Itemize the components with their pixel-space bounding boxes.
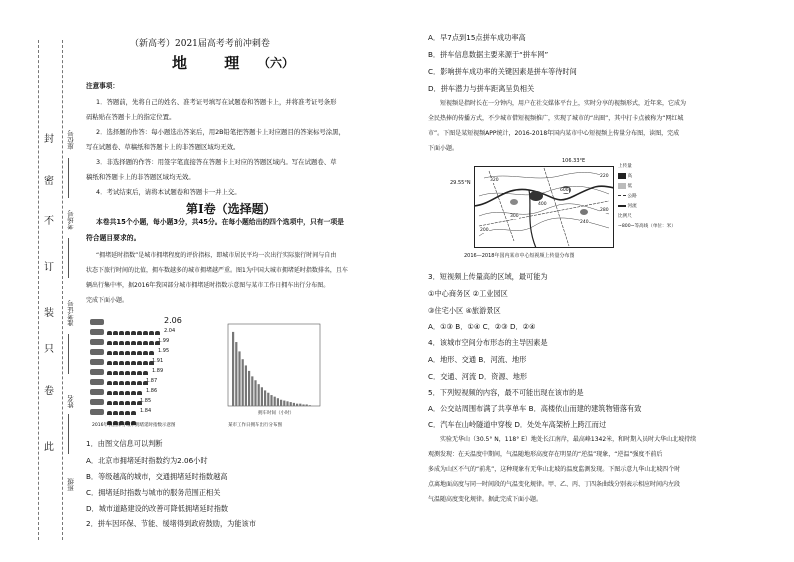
- distribution-bar: [267, 393, 269, 406]
- figure-congestion-index: [90, 318, 210, 430]
- distribution-chart: [216, 318, 324, 420]
- distribution-bar: [258, 384, 260, 406]
- distribution-bar: [302, 404, 304, 406]
- congestion-row: [90, 348, 210, 357]
- figure-video-upload-map: [450, 158, 676, 262]
- city-badge: [90, 369, 104, 375]
- distribution-bar: [299, 404, 301, 406]
- distribution-bar: [274, 397, 276, 406]
- question-2-option-c[interactable]: C．影响拼车成功率的关键因素是拼车等待时间: [428, 67, 577, 76]
- city-badge: [90, 319, 104, 325]
- congestion-row: [90, 408, 210, 417]
- distribution-bar: [283, 401, 285, 406]
- margin-blank: [68, 158, 69, 198]
- contour-label: 400: [538, 202, 547, 207]
- distribution-bar: [280, 400, 282, 406]
- distribution-bar: [238, 351, 240, 406]
- question-3-choices: ①中心商务区 ②工业园区: [428, 289, 508, 298]
- notice-line: 写在试题卷、草稿纸和答题卡上的非答题区域均无效。: [86, 143, 240, 151]
- margin-word: 卷: [44, 386, 54, 397]
- congestion-row: [90, 358, 210, 367]
- distribution-bar: [286, 401, 288, 406]
- question-5-options[interactable]: C．汽车在山岭隧道中穿梭 D．处处车高架桥上跨江而过: [428, 420, 607, 429]
- distribution-bar: [309, 405, 311, 406]
- congestion-value: 1.85: [140, 398, 152, 404]
- legend-high: 高: [618, 172, 670, 182]
- passage-line: 实验无华山（30.5° N，118° E）地处长江南岸，最高峰1342米，和时期入员时大华山北坡持续: [440, 436, 697, 443]
- congestion-value: 1.95: [158, 348, 170, 354]
- question-1-option-b[interactable]: B．等级越高的城市，交通拥堵延时指数越高: [86, 472, 228, 481]
- city-badge: [90, 399, 104, 405]
- legend-river: 河流: [618, 202, 670, 212]
- distribution-bar: [293, 403, 295, 406]
- map-latitude: 29.55°N: [450, 180, 471, 186]
- notice-heading: 注意事项：: [86, 82, 119, 90]
- question-2-option-d[interactable]: D．拼车潜力与拼车距离呈负相关: [428, 84, 535, 93]
- binding-line-outer: [38, 40, 39, 540]
- passage-line: 观测发现：在天温度中期间，气温随地形高度存在明显的“逆温”现象，“逆温”强度不前后: [428, 451, 663, 458]
- margin-label-name: 姓名: [67, 395, 75, 408]
- question-3-choices: ③住宅小区 ④旅游景区: [428, 306, 501, 315]
- distribution-bar: [306, 404, 308, 406]
- congestion-value: 1.91: [152, 358, 164, 364]
- distribution-bar: [296, 404, 298, 406]
- notice-line: 3．非选择题的作答：用签字笔直接答在答题卡上对应的答题区域内。写在试题卷、草: [96, 158, 337, 166]
- passage-line: 完成下面小题。: [86, 297, 129, 304]
- passage-line: 全民热捧的传播方式，不少城市借短视频推广，实现了城市的“出圈”，其中打卡点被称为“网红城: [428, 115, 684, 122]
- congestion-row: [90, 368, 210, 377]
- map-hotspot: [510, 199, 518, 205]
- question-2-option-a[interactable]: A．早7点到15点拼车成功率高: [428, 33, 526, 42]
- margin-blank: [68, 414, 69, 454]
- margin-label-room: 考场号: [67, 210, 75, 230]
- question-1-option-a[interactable]: A．北京市拥堵延时指数约为2.06小时: [86, 456, 208, 465]
- city-badge: [90, 349, 104, 355]
- city-badge: [90, 339, 104, 345]
- exam-series-title: （新高考）2021届高考考前冲刺卷: [130, 39, 270, 49]
- part1-title: 第Ⅰ卷（选择题）: [186, 202, 276, 216]
- notice-line: 码粘贴在答题卡上的指定位置。: [86, 113, 176, 121]
- map-hotspot: [580, 209, 588, 215]
- binding-line-inner: [62, 40, 63, 540]
- passage-line: 下面小题。: [428, 145, 459, 152]
- question-2-option-b[interactable]: B．拼车信息数据主要来源于“拼车网”: [428, 50, 549, 59]
- legend-contour: ~800~等高线（单位：米）: [618, 224, 676, 229]
- congestion-row: [90, 388, 210, 397]
- question-2-stem: 2．拼车因环保、节能、缓堵得到政府鼓励，为能该市: [86, 519, 256, 528]
- distribution-bar: [277, 398, 279, 406]
- map-legend: [618, 162, 676, 232]
- distribution-bar: [261, 387, 263, 406]
- notice-line: 2．选择题的作答：每小题选出答案后，用2B铅笔把答题卡上对应题目的答案标号涂黑，: [96, 128, 345, 136]
- passage-line: 短视频是指时长在一分钟内，用户在社交媒体平台上，实时分享的视频形式，近年来，它成为: [440, 100, 687, 107]
- distribution-bar: [270, 395, 272, 406]
- notice-line: 4．考试结束后，请将本试题卷和答题卡一并上交。: [96, 188, 241, 196]
- margin-word: 封: [44, 134, 54, 145]
- contour-label: 200: [480, 228, 489, 233]
- contour-label: 280: [600, 208, 609, 213]
- margin-word: 只: [44, 344, 54, 355]
- legend-road: 公路: [618, 192, 670, 202]
- contour-label: 600: [560, 188, 569, 193]
- margin-word: 装: [44, 308, 54, 319]
- passage-line: 状态下旅行时间的比值，拥车数越多的城市拥堵越严重。图1为中国大城市拥堵延时指数排名，且车: [86, 267, 348, 274]
- distribution-bar: [264, 390, 266, 406]
- notice-line: 稿纸和答题卡上的非答题区域均无效。: [86, 173, 195, 181]
- margin-word: 订: [44, 262, 54, 273]
- distribution-bar: [248, 371, 250, 406]
- distribution-bar: [232, 332, 234, 406]
- congestion-value: 1.99: [158, 338, 170, 344]
- notice-line: 1．答题前，先将自己的姓名、准考证号填写在试题卷和答题卡上，并将准考证号条形: [96, 98, 337, 106]
- congestion-value: 2.04: [164, 328, 176, 334]
- city-badge: [90, 329, 104, 335]
- distribution-bar: [242, 359, 244, 406]
- question-4-options[interactable]: A．地形、交通 B．河流、地形: [428, 355, 527, 364]
- city-badge: [90, 389, 104, 395]
- question-1-option-d[interactable]: D．城市道路建设的改善可降低拥堵延时指数: [86, 504, 229, 513]
- passage-line: 气温随高度变化规律。据此完成下面小题。: [428, 496, 543, 503]
- congestion-value: 1.84: [140, 408, 152, 414]
- passage-line: 市”。下图是某短视频APP统计，2016-2018年国内某市中心短视频上传量分布图，读图，完成: [428, 130, 680, 137]
- legend-title: 上传量: [618, 164, 632, 169]
- distribution-bar: [254, 380, 256, 406]
- question-4-stem: 4．该城市空间分布形态的主导因素是: [428, 338, 548, 347]
- question-1-option-c[interactable]: C．拥堵延时指数与城市的服务范围正相关: [86, 488, 221, 497]
- congestion-row: [90, 338, 210, 347]
- notice-list: [86, 95, 416, 200]
- map-hotspot: [529, 191, 543, 201]
- congestion-value: 1.87: [146, 378, 158, 384]
- question-3-stem: 3．短视频上传量高的区域，最可能为: [428, 272, 548, 281]
- passage-short-video: [428, 96, 772, 156]
- city-badge: [90, 379, 104, 385]
- margin-label-seat: 座位号: [67, 130, 75, 150]
- figure-caption: 2016年我国部分城市拥堵延时指数示意图: [92, 423, 176, 428]
- exam-volume: （六）: [258, 56, 295, 70]
- contour-label: 300: [510, 214, 519, 219]
- passage-line: 多成为山区不气的“前兆”，这种现象有无华山北坡的温度监测发现。下图示意九华山北坡四个时: [428, 466, 681, 473]
- passage-temperature-inversion: [428, 432, 772, 507]
- contour-label: 320: [490, 178, 499, 183]
- passage-line: 辆出行集中率，据2016年我国部分城市拥堵延时指数示意图与某市工作日拥车出行分布图。: [86, 282, 330, 289]
- exam-subject-title: 地 理: [172, 54, 256, 72]
- distribution-bar: [235, 342, 237, 406]
- margin-label-class: 班级: [67, 478, 75, 491]
- passage-line: 点离地面高度与同一时间段的气温变化规律。甲、乙、丙、丁四条曲线分别表示相应时间内左段: [428, 481, 681, 488]
- congestion-row: [90, 328, 210, 337]
- passage-traffic: [86, 248, 416, 308]
- margin-blank: [68, 334, 69, 374]
- legend-scale: 比例尺: [618, 214, 632, 219]
- map-caption: 2016—2018年国内某市中心短视频上传量分布图: [464, 253, 575, 259]
- question-3-options[interactable]: A．①③ B．①④ C．②③ D．②④: [428, 322, 536, 331]
- distribution-bar: [245, 365, 247, 406]
- city-badge: [90, 359, 104, 365]
- question-5-options[interactable]: A．公交站周围布满了共享单车 B．高楼依山而建的建筑物错落有致: [428, 404, 642, 413]
- margin-blank: [68, 238, 69, 278]
- part1-intro: 本卷共15个小题，每小题3分，共45分。在每小题给出的四个选项中，只有一项是: [96, 218, 344, 226]
- x-axis-label: 拥车时间（小时）: [258, 411, 294, 416]
- legend-low: 低: [618, 182, 670, 192]
- figure-caption: 某市工作日拥车出行分布图: [228, 423, 282, 428]
- distribution-bar: [290, 402, 292, 406]
- part1-intro: 符合题目要求的。: [86, 234, 141, 242]
- passage-line: “拥堵延时指数”是城市拥堵程度的评价指标，即城市居民平均一次出行实际旅行时间与自由: [96, 252, 337, 259]
- margin-word: 此: [44, 442, 54, 453]
- margin-word: 密: [44, 176, 54, 187]
- question-1-stem: 1．由图文信息可以判断: [86, 439, 163, 448]
- distribution-bar: [251, 376, 253, 406]
- map-longitude: 106.33°E: [562, 158, 586, 164]
- contour-label: 240: [580, 220, 589, 225]
- congestion-value: 2.06: [164, 316, 182, 325]
- figure-travel-distribution: [216, 318, 324, 430]
- congestion-row: [90, 398, 210, 407]
- margin-label-ticket: 准考证号: [67, 300, 75, 326]
- city-badge: [90, 409, 104, 415]
- contour-label: 220: [600, 174, 609, 179]
- congestion-row: [90, 378, 210, 387]
- question-5-stem: 5．下列短视频的内容，最不可能出现在该市的是: [428, 388, 584, 397]
- margin-word: 不: [44, 216, 54, 227]
- congestion-value: 1.89: [152, 368, 164, 374]
- congestion-row: [90, 318, 210, 327]
- question-4-options[interactable]: C．交通、河流 D．资源、地形: [428, 372, 528, 381]
- congestion-value: 1.86: [146, 388, 158, 394]
